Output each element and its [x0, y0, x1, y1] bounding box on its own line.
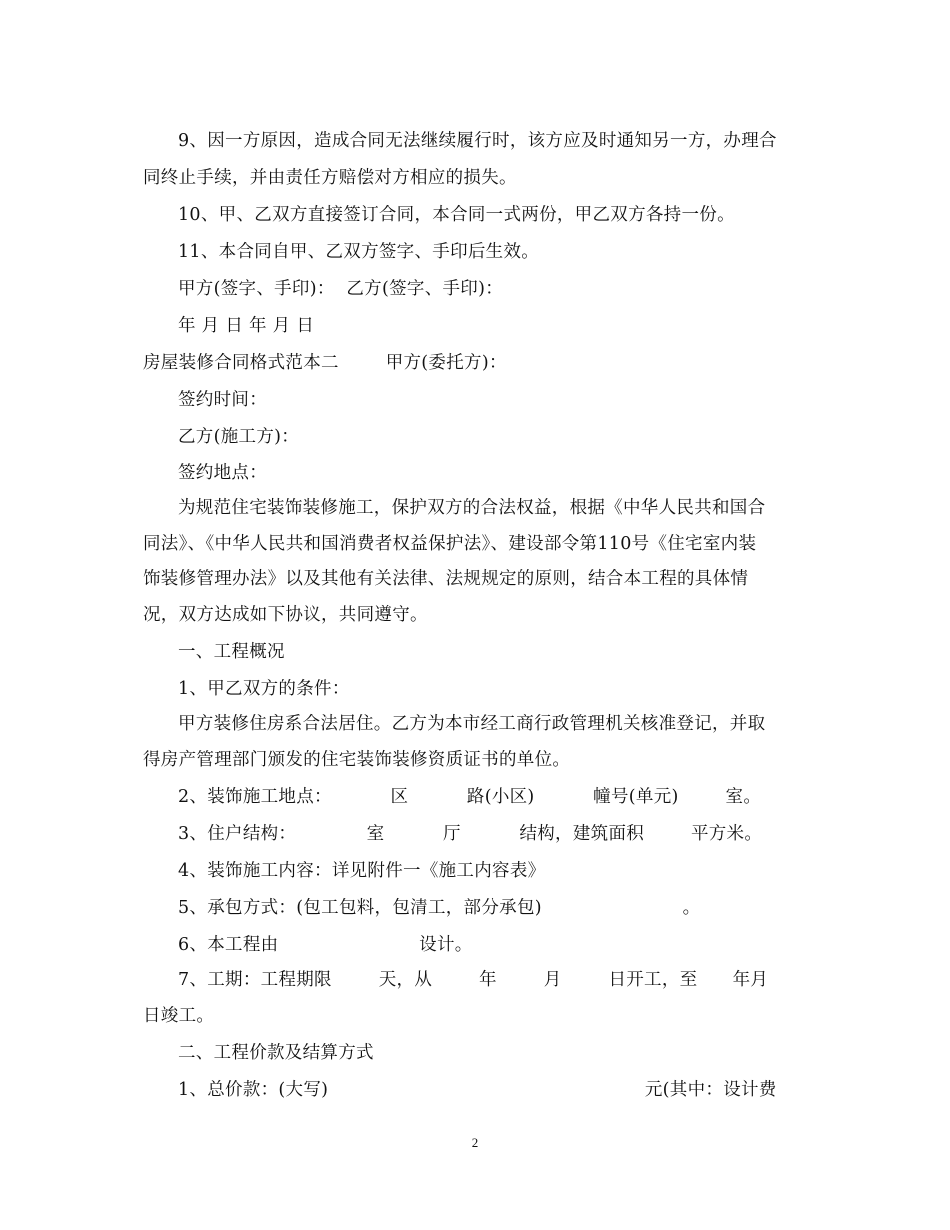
- page-number: 2: [471, 1135, 479, 1150]
- text-line: 饰装修管理办法》以及其他有关法律、法规规定的原则，结合本工程的具体情: [143, 569, 749, 589]
- text-line: 乙方(施工方)：: [178, 427, 300, 447]
- text-line: 7、工期：工程期限 天，从 年 月 日开工，至 年月: [178, 970, 769, 990]
- text-line: 9、因一方原因，造成合同无法继续履行时，该方应及时通知另一方，办理合: [178, 131, 777, 151]
- text-line: 10、甲、乙双方直接签订合同，本合同一式两份，甲乙双方各持一份。: [178, 205, 735, 225]
- date-line: 年 月 日 年 月 日: [178, 316, 315, 336]
- text-line: 1、甲乙双方的条件：: [178, 679, 350, 699]
- section-heading: 房屋装修合同格式范本二 甲方(委托方)：: [143, 353, 507, 373]
- text-line: 甲方装修住房系合法居住。乙方为本市经工商行政管理机关核准登记，并取: [178, 714, 766, 734]
- text-line: 4、装饰施工内容：详见附件一《施工内容表》: [178, 861, 546, 881]
- text-line: 11、本合同自甲、乙双方签字、手印后生效。: [178, 242, 540, 262]
- text-line: 1、总价款：(大写) 元(其中：设计费: [178, 1080, 777, 1100]
- text-line: 日竣工。: [143, 1006, 215, 1026]
- text-line: 6、本工程由 设计。: [178, 935, 473, 955]
- text-line: 5、承包方式：(包工包料，包清工，部分承包) 。: [178, 898, 701, 918]
- text-line: 为规范住宅装饰装修施工，保护双方的合法权益，根据《中华人民共和国合: [178, 498, 766, 518]
- text-line: 得房产管理部门颁发的住宅装饰装修资质证书的单位。: [143, 750, 571, 770]
- section-heading: 二、工程价款及结算方式: [178, 1043, 374, 1063]
- text-line: 签约地点：: [178, 463, 267, 483]
- text-line: 同法》、《中华人民共和国消费者权益保护法》、建设部令第110号《住宅室内装: [143, 534, 757, 554]
- text-line: 2、装饰施工地点： 区 路(小区) 幢号(单元) 室。: [178, 787, 762, 807]
- text-line: 况，双方达成如下协议，共同遵守。: [143, 605, 428, 625]
- section-heading: 一、工程概况: [178, 642, 285, 662]
- text-line: 同终止手续，并由责任方赔偿对方相应的损失。: [143, 168, 517, 188]
- signature-line: 甲方(签字、手印)： 乙方(签字、手印)：: [178, 279, 504, 299]
- text-line: 3、住户结构： 室 厅 结构，建筑面积 平方米。: [178, 824, 763, 844]
- text-line: 签约时间：: [178, 390, 267, 410]
